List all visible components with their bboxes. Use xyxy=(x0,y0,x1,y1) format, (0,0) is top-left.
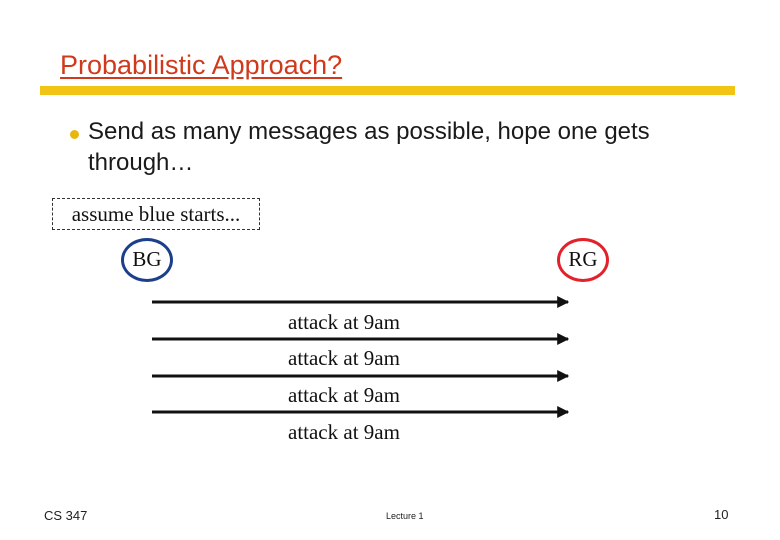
footer-lecture: Lecture 1 xyxy=(386,511,424,521)
bullet-text: Send as many messages as possible, hope one gets through… xyxy=(88,118,650,176)
footer-page-number: 10 xyxy=(714,507,729,522)
message-label: attack at 9am xyxy=(288,310,400,334)
footer-course: CS 347 xyxy=(44,508,88,523)
slide-title: Probabilistic Approach? xyxy=(60,50,343,80)
blue-general-node: BG xyxy=(121,238,173,282)
message-label: attack at 9am xyxy=(288,420,400,444)
message-label: attack at 9am xyxy=(288,346,400,370)
red-general-node: RG xyxy=(557,238,609,282)
message-label: attack at 9am xyxy=(288,383,400,407)
assumption-note: assume blue starts... xyxy=(52,198,260,230)
